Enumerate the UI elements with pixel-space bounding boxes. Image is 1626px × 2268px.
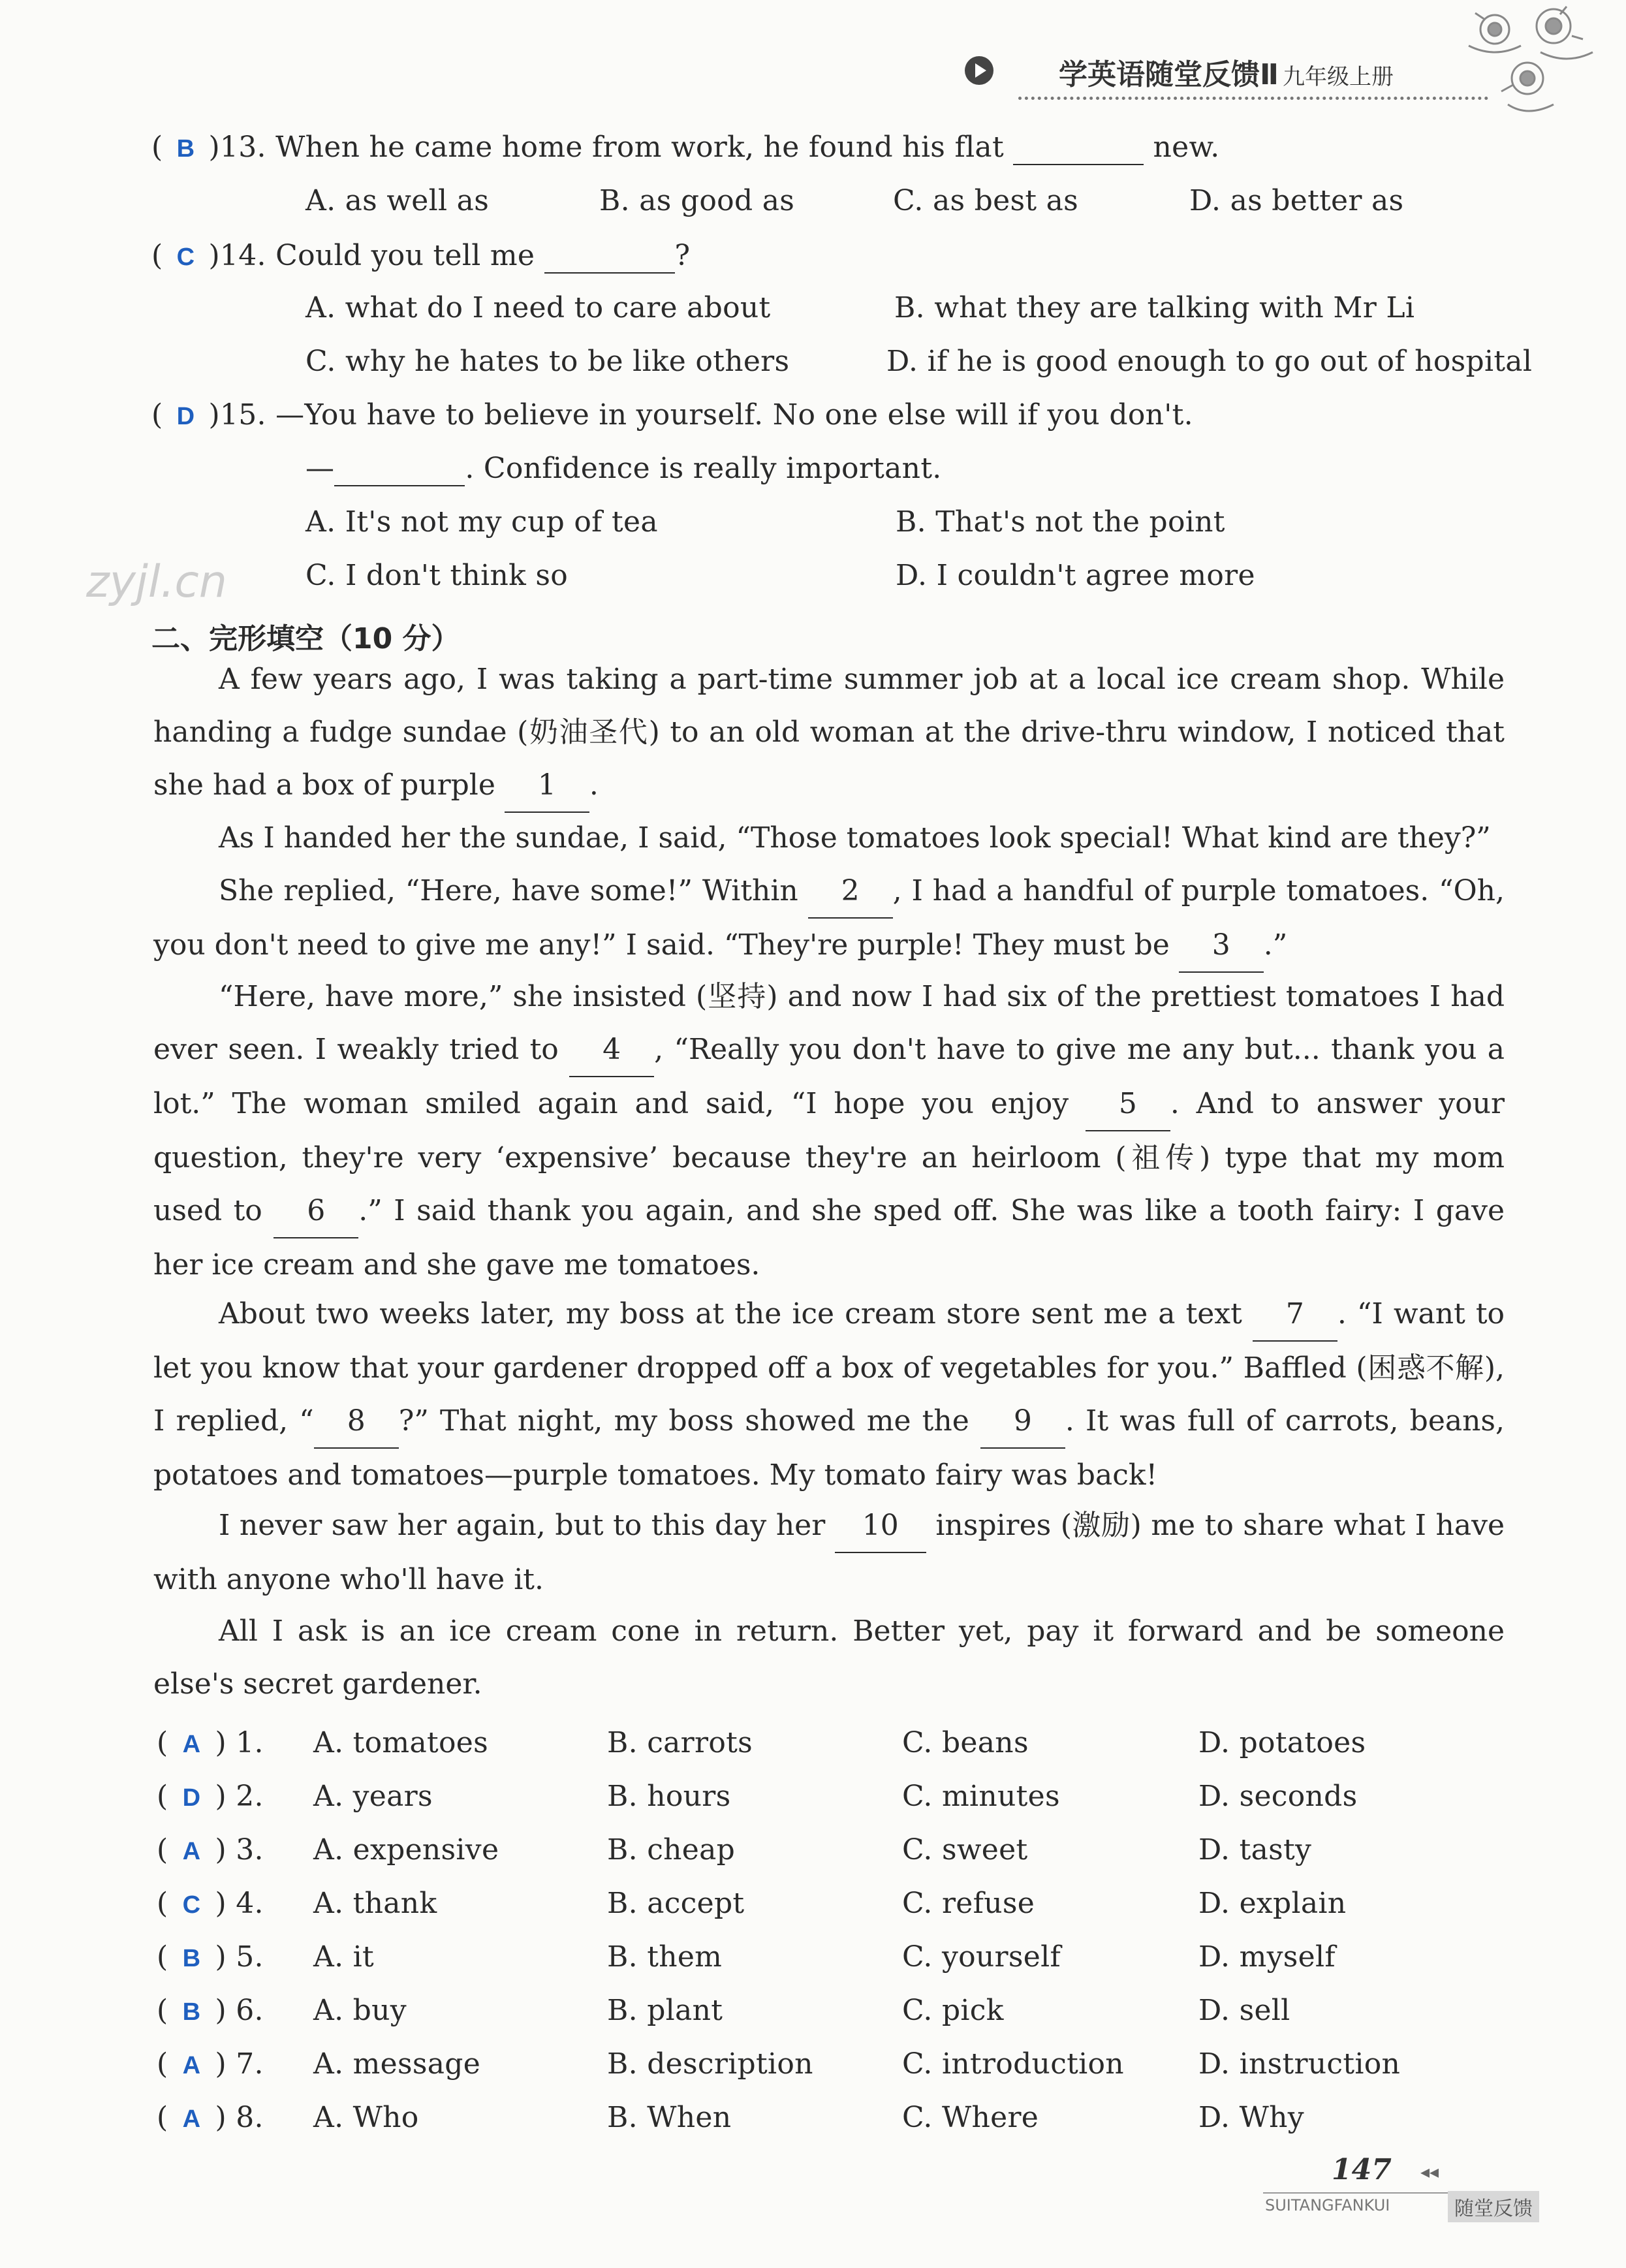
blank-7: 7 xyxy=(1253,1287,1337,1342)
choice-a: A. it xyxy=(313,1940,375,1974)
choice-d: D. Why xyxy=(1198,2101,1304,2134)
blank-10: 10 xyxy=(835,1499,926,1553)
watermark: zyjl.cn xyxy=(86,556,227,608)
answer-q13: B xyxy=(176,135,195,163)
choice-answer: C xyxy=(182,1891,201,1919)
choice-c: C. sweet xyxy=(902,1833,1028,1866)
choice-row: ( A ) 8. xyxy=(157,2101,264,2134)
blank-1: 1 xyxy=(505,759,589,813)
header-title: 学英语随堂反馈 xyxy=(1059,58,1260,91)
choice-b: B. them xyxy=(607,1940,723,1974)
blank-2: 2 xyxy=(808,864,893,919)
option-15d: D. I couldn't agree more xyxy=(896,559,1255,592)
choice-answer: D xyxy=(182,1784,201,1812)
choice-b: B. accept xyxy=(607,1887,745,1920)
option-13b: B. as good as xyxy=(599,184,795,217)
header-play-icon xyxy=(965,56,993,85)
option-13d: D. as better as xyxy=(1189,184,1404,217)
choice-c: C. minutes xyxy=(902,1780,1060,1813)
sunflower-decoration-icon xyxy=(1456,0,1606,131)
option-15a: A. It's not my cup of tea xyxy=(305,505,658,539)
choice-row: ( A ) 7. xyxy=(157,2047,264,2081)
choice-a: A. years xyxy=(313,1780,433,1813)
question-number: )13. xyxy=(208,131,266,164)
choice-answer: A xyxy=(182,2052,201,2079)
choice-c: C. introduction xyxy=(902,2047,1124,2081)
choice-d: D. seconds xyxy=(1198,1780,1358,1813)
question-number: )14. xyxy=(208,239,266,272)
passage-paragraph-7: All I ask is an ice cream cone in return. Better yet, pay it forward and be someone else's secret gardener. xyxy=(153,1614,1505,1701)
option-13c: C. as best as xyxy=(893,184,1079,217)
answer-q15: D xyxy=(176,403,195,430)
blank-5: 5 xyxy=(1086,1077,1170,1131)
option-14a: A. what do I need to care about xyxy=(305,291,771,324)
choice-d: D. explain xyxy=(1198,1887,1347,1920)
footer-arrows-icon: ◂◂ xyxy=(1420,2161,1439,2182)
choice-c: C. yourself xyxy=(902,1940,1061,1974)
choice-b: B. cheap xyxy=(607,1833,736,1866)
section-2-title: 二、完形填空（10 分） xyxy=(151,622,460,655)
passage-paragraph-5: About two weeks later, my boss at the ice cream store sent me a text 7 . “I want to let you know that your gardener dropped off a box of vegetables for you.” Baffled (困惑不解), I replied, “ 8 ?” That night, my boss showed me the 9 . It was full of carrots, beans, potatoes and tomatoes—purple tomatoes. My tomato fairy was back! xyxy=(153,1287,1505,1502)
choice-a: A. message xyxy=(313,2047,481,2081)
question-stem: —You have to believe in yourself. No one else will if you don't. xyxy=(275,398,1193,432)
blank-8: 8 xyxy=(314,1394,399,1449)
header-dotted-rule xyxy=(1018,97,1488,100)
choice-answer: A xyxy=(182,2105,201,2133)
choice-answer: A xyxy=(182,1731,201,1758)
passage-paragraph-2: As I handed her the sundae, I said, “Those tomatoes look special! What kind are they?” xyxy=(219,821,1491,855)
blank-6: 6 xyxy=(274,1184,358,1238)
passage-paragraph-6: I never saw her again, but to this day her 10 inspires (激励) me to share what I have with anyone who'll have it. xyxy=(153,1499,1505,1606)
choice-d: D. myself xyxy=(1198,1940,1336,1974)
footer-label: 随堂反馈 xyxy=(1448,2191,1539,2222)
question-stem: Could you tell me xyxy=(275,239,535,272)
choice-c: C. refuse xyxy=(902,1887,1035,1920)
footer-pinyin: SUITANGFANKUI xyxy=(1265,2196,1390,2214)
choice-b: B. description xyxy=(607,2047,813,2081)
question-stem-end: new. xyxy=(1153,131,1220,164)
passage-paragraph-4: “Here, have more,” she insisted (坚持) and now I had six of the prettiest tomatoes I had ever seen. I weakly tried to 4 , “Really you don't have to give me any but... thank you a lot.” The woman smiled again and said, “I hope you enjoy 5 . And to answer your question, they're very ‘expensive’ because they're an heirloom (祖传) type that my mom used to 6 .” I said thank you again, and she sped off. She was like a tooth fairy: I gave her ice cream and she gave me tomatoes. xyxy=(153,980,1505,1282)
choice-row: ( A ) 3. xyxy=(157,1833,264,1866)
choice-c: C. Where xyxy=(902,2101,1039,2134)
choice-row: ( D ) 2. xyxy=(157,1780,264,1813)
question-number: )15. xyxy=(208,398,266,432)
choice-d: D. tasty xyxy=(1198,1833,1312,1866)
choice-row: ( B ) 6. xyxy=(157,1994,264,2027)
blank-9: 9 xyxy=(980,1394,1065,1449)
footer-rule xyxy=(1263,2192,1459,2194)
header-grade: 九年级上册 xyxy=(1282,64,1394,90)
header-title-group xyxy=(1059,51,1394,93)
header-roman: Ⅱ xyxy=(1260,58,1279,91)
choice-d: D. potatoes xyxy=(1198,1726,1366,1759)
page-number: 147 xyxy=(1332,2153,1392,2186)
answer-blank xyxy=(1013,131,1144,165)
choice-d: D. sell xyxy=(1198,1994,1290,2027)
choice-b: B. hours xyxy=(607,1780,731,1813)
passage-paragraph-3: She replied, “Here, have some!” Within 2 , I had a handful of purple tomatoes. “Oh, you don't need to give me any!” I said. “They're purple! They must be 3 .” xyxy=(153,864,1505,973)
option-14b: B. what they are talking with Mr Li xyxy=(894,291,1415,324)
choice-row: ( C ) 4. xyxy=(157,1887,264,1920)
question-14: ( C )14. Could you tell me ? xyxy=(151,239,691,272)
choice-b: B. plant xyxy=(607,1994,723,2027)
choice-d: D. instruction xyxy=(1198,2047,1401,2081)
choice-c: C. beans xyxy=(902,1726,1029,1759)
question-stem-end: ? xyxy=(674,239,691,272)
answer-blank xyxy=(544,239,675,274)
question-13: ( B )13. When he came home from work, he found his flat new. xyxy=(151,131,1220,164)
choice-b: B. carrots xyxy=(607,1726,753,1759)
question-15: ( D )15. —You have to believe in yourself. No one else will if you don't. xyxy=(151,398,1193,432)
question-stem: When he came home from work, he found his flat xyxy=(275,131,1004,164)
question-15-reply: — . Confidence is really important. xyxy=(305,452,942,485)
blank-4: 4 xyxy=(569,1023,654,1077)
option-15c: C. I don't think so xyxy=(305,559,569,592)
choice-row: ( B ) 5. xyxy=(157,1940,264,1974)
choice-a: A. Who xyxy=(313,2101,419,2134)
answer-q14: C xyxy=(176,244,195,271)
blank-3: 3 xyxy=(1179,919,1264,973)
choice-c: C. pick xyxy=(902,1994,1004,2027)
choice-answer: A xyxy=(182,1838,201,1865)
option-13a: A. as well as xyxy=(305,184,490,217)
choice-answer: B xyxy=(182,1998,201,2026)
choice-a: A. buy xyxy=(313,1994,407,2027)
choice-a: A. expensive xyxy=(313,1833,499,1866)
choice-answer: B xyxy=(182,1945,201,1972)
answer-blank xyxy=(334,452,465,486)
choice-a: A. thank xyxy=(313,1887,437,1920)
passage-paragraph-1: A few years ago, I was taking a part-time summer job at a local ice cream shop. While handing a fudge sundae (奶油圣代) to an old woman at the drive-thru window, I noticed that she had a box of purple 1 . xyxy=(153,653,1505,813)
choice-b: B. When xyxy=(607,2101,732,2134)
option-14d: D. if he is good enough to go out of hospital xyxy=(886,345,1533,378)
option-15b: B. That's not the point xyxy=(896,505,1225,539)
choice-row: ( A ) 1. xyxy=(157,1726,264,1759)
option-14c: C. why he hates to be like others xyxy=(305,345,790,378)
choice-a: A. tomatoes xyxy=(313,1726,488,1759)
